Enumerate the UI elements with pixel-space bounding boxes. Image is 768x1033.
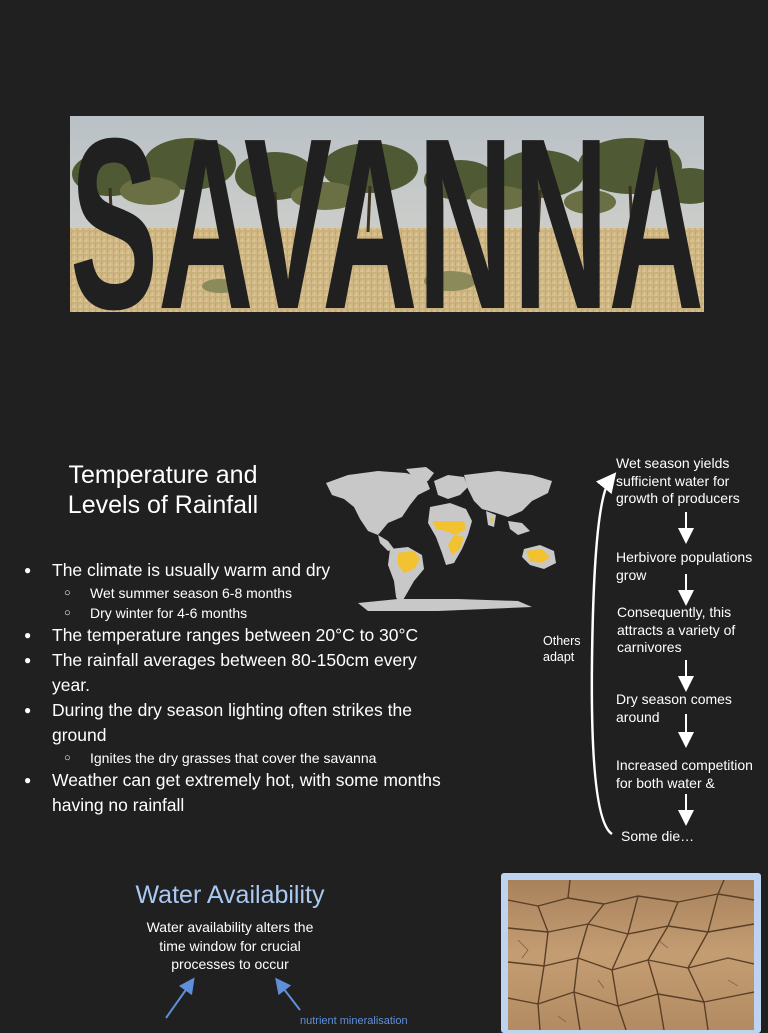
bullet-rainfall-line-2: year. [52,675,90,695]
savanna-title-banner [70,116,704,312]
water-arrow-right [280,984,300,1010]
bullet-weather-line-1: Weather can get extremely hot, with some months [52,770,441,790]
cycle-step-2-line: Herbivore populations [616,549,753,565]
water-availability-text [126,918,334,974]
cycle-step-2 [616,549,752,584]
cycle-step-4 [616,691,732,726]
cycle-step-1-line: growth of producers [616,490,740,506]
return-curve-arrow [592,480,612,834]
bullet-lightning-line-2: ground [52,725,107,745]
others-adapt-line: Others [543,634,581,648]
water-arrow-left [166,984,190,1018]
others-adapt-line: adapt [543,650,575,664]
water-text-line: time window for crucial [159,937,301,954]
heading-line-1: Temperature and [68,461,258,489]
banner-title: SAVANNA [70,116,704,312]
cracked-earth-image [508,880,754,1030]
bullet-temperature: ● The temperature ranges between 20°C to 30°C [24,623,494,648]
sub-bullet-dry-winter: ○ Dry winter for 4-6 months [24,603,494,623]
climate-bullet-list [24,558,494,818]
sub-bullet-ignites: ○ Ignites the dry grasses that cover the savanna [24,748,494,768]
cycle-step-3 [617,604,735,657]
cycle-step-5-line: for both water & [616,774,715,791]
cycle-step-6: Some die… [621,828,695,844]
cycle-step-1-line: sufficient water for [616,472,730,489]
water-text-line: Water availability alters the [146,919,314,935]
others-adapt-label [543,633,581,665]
nutrient-mineralisation-label: nutrient mineralisation [300,1015,408,1027]
cycle-step-2-line: grow [616,566,647,583]
bullet-rainfall [24,648,494,698]
cycle-step-1 [616,455,740,508]
sub-bullet-wet-season: ○ Wet summer season 6-8 months [24,583,494,603]
bullet-rainfall-line-1: The rainfall averages between 80-150cm every [52,650,417,670]
cycle-step-3-line: attracts a variety of [617,621,736,638]
cycle-step-3-line: Consequently, this [617,604,732,620]
bullet-weather [24,768,494,818]
water-availability-title: Water Availability [135,881,325,909]
cycle-step-4-line: Dry season comes [616,691,732,707]
temperature-heading [40,460,286,520]
cycle-step-5-line: Increased competition [616,757,753,773]
water-arrows [150,972,310,1024]
bullet-lightning [24,698,494,748]
cycle-step-5 [616,757,753,792]
bullet-lightning-line-1: During the dry season lighting often strikes the [52,700,412,720]
bullet-weather-line-2: having no rainfall [52,795,185,815]
cycle-step-4-line: around [616,708,660,725]
cycle-step-1-line: Wet season yields [616,455,730,471]
cycle-step-3-line: carnivores [617,639,682,655]
water-text-line: processes to occur [171,956,289,972]
heading-line-2: Levels of Rainfall [67,491,259,519]
bullet-climate: ● The climate is usually warm and dry [24,558,494,583]
